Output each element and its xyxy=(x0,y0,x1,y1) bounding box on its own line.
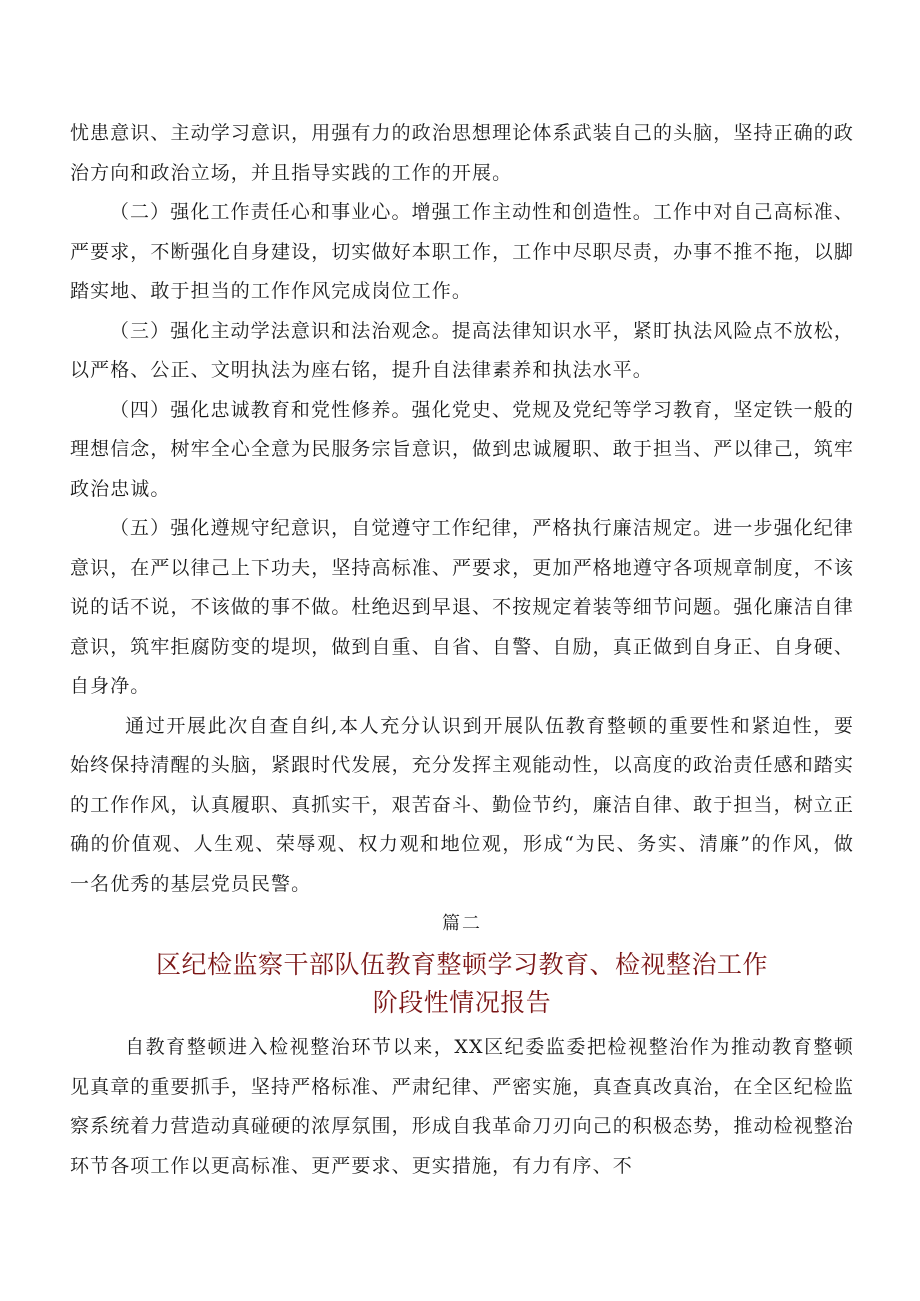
paragraph-report-intro: 自教育整顿进入检视整治环节以来，XX区纪委监委把检视整治作为推动教育整顿见真章的重要抓手，坚持严格标准、严肃纪律、严密实施，真查真改真治，在全区纪检监察系统着力营造动真碰硬的浓厚氛围，形成自我革命刀刃向己的积极态势，推动检视整治环节各项工作以更高标准、更严要求、更实措施，有力有序、不 xyxy=(70,1036,854,1177)
title-line-1: 区纪检监察干部队伍教育整顿学习教育、检视整治工作 xyxy=(155,950,768,979)
paragraph-item-5: （五）强化遵规守纪意识，自觉遵守工作纪律，严格执行廉洁规定。进一步强化纪律意识，在严以律己上下功夫，坚持高标准、严要求，更加严格地遵守各项规章制度，不该说的话不说，不该做的事不做。杜绝迟到早退、不按规定着装等细节问题。强化廉洁自律意识，筑牢拒腐防变的堤坝，做到自重、自省、自警、自励，真正做到自身正、自身硬、自身净。 xyxy=(70,517,854,697)
paragraph-conclusion: 通过开展此次自查自纠,本人充分认识到开展队伍教育整顿的重要性和紧迫性，要始终保持清醒的头脑，紧跟时代发展，充分发挥主观能动性，以高度的政治责任感和踏实的工作作风，认真履职、真抓实干，艰苦奋斗、勤俭节约，廉洁自律、敢于担当，树立正确的价值观、人生观、荣辱观、权力观和地位观，形成“为民、务实、清廉”的作风，做一名优秀的基层党员民警。 xyxy=(70,714,854,895)
paragraph-item-3: （三）强化主动学法意识和法治观念。提高法律知识水平，紧盯执法风险点不放松，以严格、公正、文明执法为座右铭，提升自法律素养和执法水平。 xyxy=(70,319,854,381)
paragraph-continued: 忧患意识、主动学习意识，用强有力的政治思想理论体系武装自己的头脑，坚持正确的政治方向和政治立场，并且指导实践的工作的开展。 xyxy=(70,122,854,184)
paragraph-item-4: （四）强化忠诚教育和党性修养。强化党史、党规及党纪等学习教育，坚定铁一般的理想信念，树牢全心全意为民服务宗旨意识，做到忠诚履职、敢于担当、严以律己，筑牢政治忠诚。 xyxy=(70,398,854,500)
section-label: 篇二 xyxy=(442,913,482,934)
title-line-2: 阶段性情况报告 xyxy=(372,988,552,1017)
paragraph-item-2: （二）强化工作责任心和事业心。增强工作主动性和创造性。工作中对自己高标准、严要求，不断强化自身建设，切实做好本职工作，工作中尽职尽责，办事不推不拖，以脚踏实地、敢于担当的工作作风完成岗位工作。 xyxy=(70,201,854,302)
document-title xyxy=(70,946,854,1022)
